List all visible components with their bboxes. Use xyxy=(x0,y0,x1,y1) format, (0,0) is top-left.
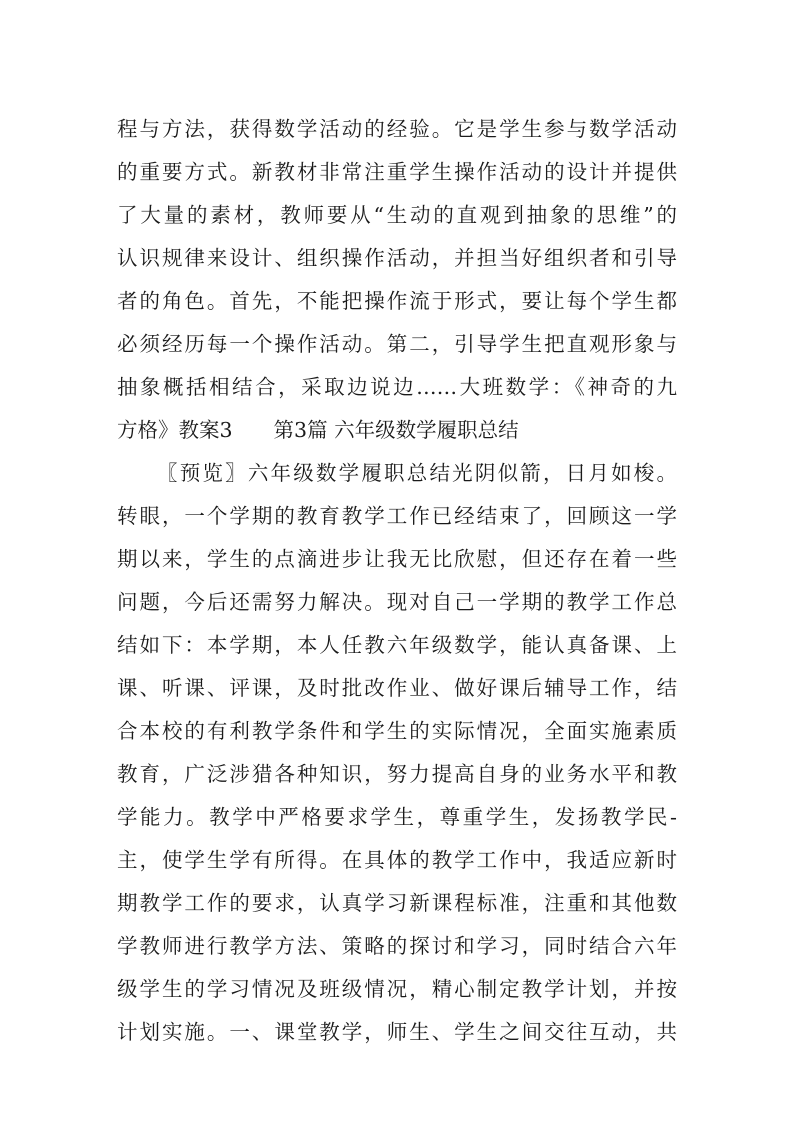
text-line: 程与方法，获得数学活动的经验。它是学生参与数学活动 xyxy=(117,117,677,141)
text-line: 问题，今后还需努力解决。现对自己一学期的教学工作总 xyxy=(117,590,677,614)
text-line: 教育，广泛涉猎各种知识，努力提高自身的业务水平和教 xyxy=(117,762,677,786)
text-line: 的重要方式。新教材非常注重学生操作活动的设计并提供 xyxy=(117,160,677,184)
text-line: 期教学工作的要求，认真学习新课程标准，注重和其他数 xyxy=(117,891,677,915)
text-line: 必须经历每一个操作活动。第二，引导学生把直观形象与 xyxy=(117,332,677,356)
text-line: 了大量的素材，教师要从“生动的直观到抽象的思维”的 xyxy=(117,203,677,227)
text-line: 主，使学生学有所得。在具体的教学工作中，我适应新时 xyxy=(117,848,677,872)
text-line: 结如下：本学期，本人任教六年级数学，能认真备课、上 xyxy=(117,633,677,657)
text-line: 转眼，一个学期的教育教学工作已经结束了，回顾这一学 xyxy=(117,504,677,528)
text-line: 学教师进行教学方法、策略的探讨和学习，同时结合六年 xyxy=(117,934,677,958)
paragraph-first-line: 〖预览〗六年级数学履职总结光阴似箭，日月如梭。 xyxy=(157,461,677,485)
text-line: 合本校的有利教学条件和学生的实际情况，全面实施素质 xyxy=(117,719,677,743)
text-line: 级学生的学习情况及班级情况，精心制定教学计划，并按 xyxy=(117,977,677,1001)
text-line: 抽象概括相结合，采取边说边……大班数学：《神奇的九 xyxy=(117,375,677,399)
text-line: 学能力。教学中严格要求学生，尊重学生，发扬教学民- xyxy=(117,805,677,829)
section-heading-line: 方格》教案3 第3篇 六年级数学履职总结 xyxy=(117,418,519,442)
text-line: 认识规律来设计、组织操作活动，并担当好组织者和引导 xyxy=(117,246,677,270)
text-line: 计划实施。一、课堂教学，师生、学生之间交往互动，共 xyxy=(117,1020,677,1044)
text-line: 期以来，学生的点滴进步让我无比欣慰，但还存在着一些 xyxy=(117,547,677,571)
text-line: 者的角色。首先，不能把操作流于形式，要让每个学生都 xyxy=(117,289,677,313)
text-line: 课、听课、评课，及时批改作业、做好课后辅导工作，结 xyxy=(117,676,677,700)
